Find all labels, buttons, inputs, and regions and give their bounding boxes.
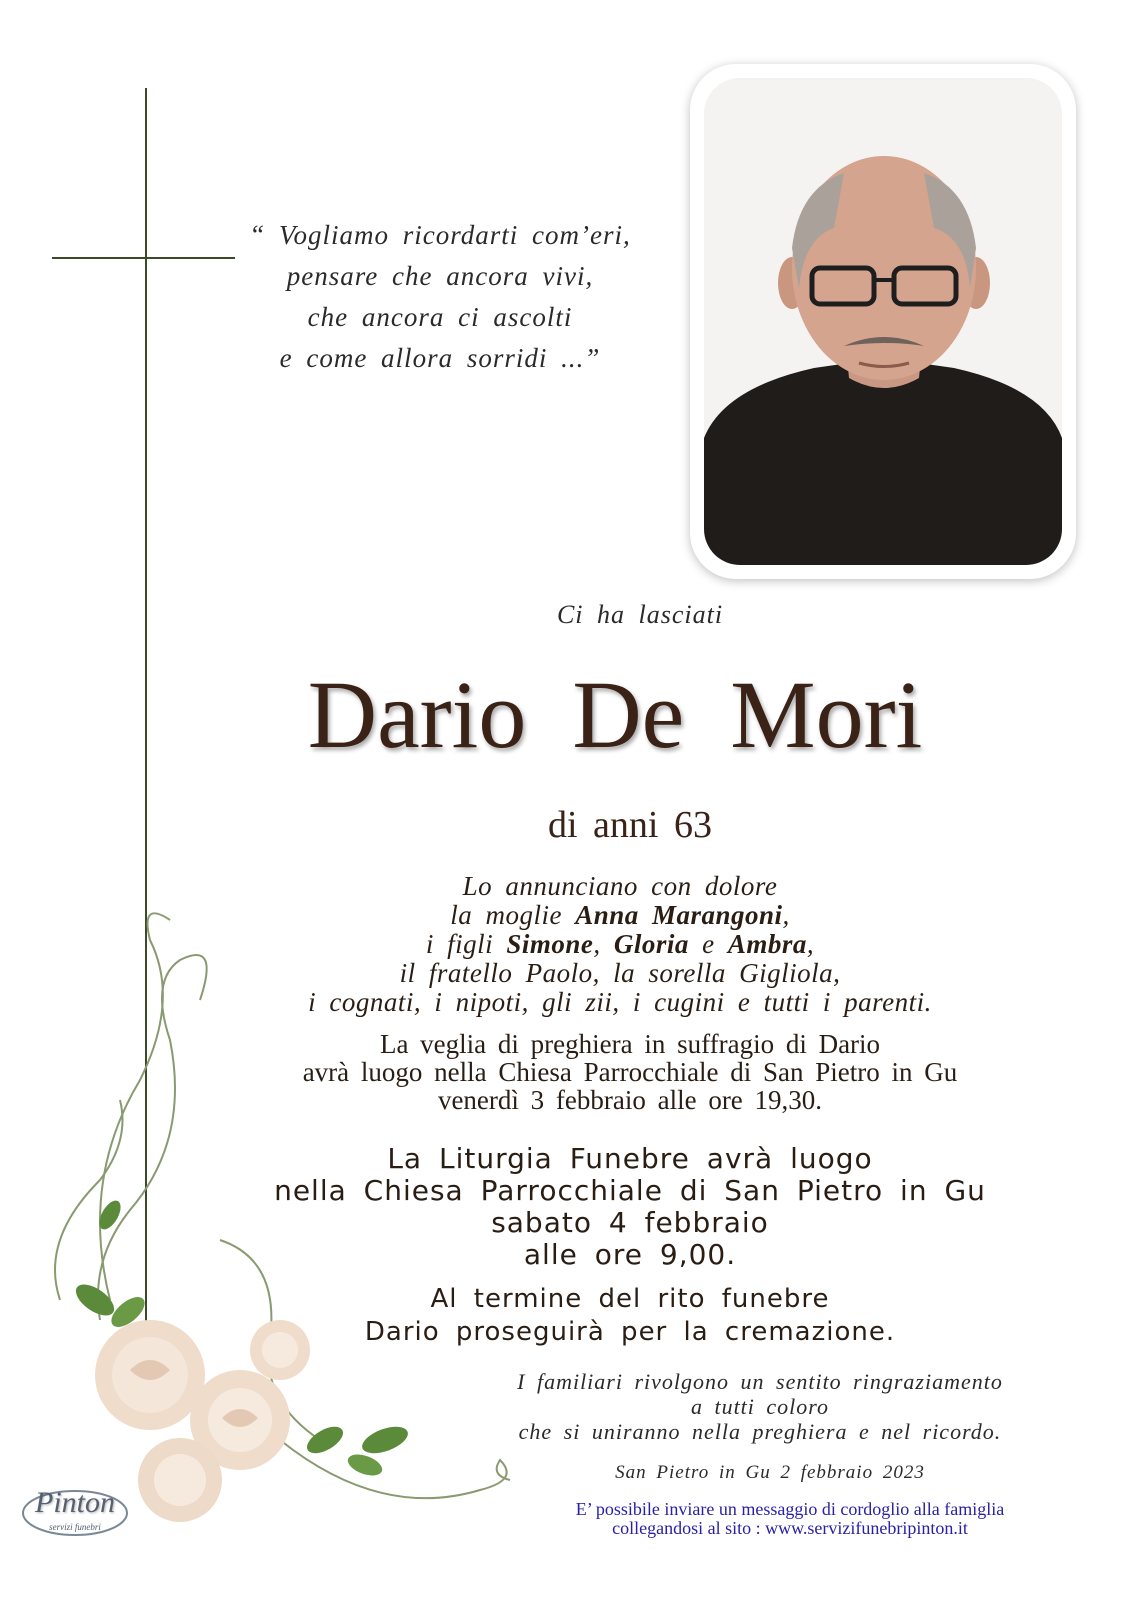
logo-subtitle: servizi funebri xyxy=(49,1522,101,1532)
quote-line: e come allora sorridi ...” xyxy=(279,343,601,373)
child-name: Gloria xyxy=(613,929,689,959)
thanks-line: I familiari rivolgono un sentito ringraziamento xyxy=(517,1369,1003,1394)
child-name: Simone xyxy=(506,929,594,959)
quote-line: che ancora ci ascolti xyxy=(307,302,573,332)
deceased-name: Dario De Mori xyxy=(307,661,923,768)
family-thanks xyxy=(460,1369,1060,1444)
liturgy-line: sabato 4 febbraio xyxy=(491,1206,769,1239)
logo-name: Pinton xyxy=(35,1486,115,1519)
cremation-line: Dario proseguirà per la cremazione. xyxy=(364,1317,896,1347)
footer-line: E’ possibile inviare un messaggio di cordoglio alla famiglia xyxy=(575,1499,1005,1519)
deceased-age: di anni 63 xyxy=(548,804,712,846)
vigil-line: avrà luogo nella Chiesa Parrocchiale di San Pietro in Gu xyxy=(302,1057,958,1087)
announce-line: Lo annunciano con dolore xyxy=(462,871,778,901)
cross-horizontal-bar xyxy=(52,257,235,259)
announce-line: i figli Simone, Gloria e Ambra, xyxy=(425,929,815,959)
thanks-line: a tutti coloro xyxy=(690,1394,830,1419)
liturgy-line: nella Chiesa Parrocchiale di San Pietro in Gu xyxy=(274,1174,986,1207)
liturgy-line: La Liturgia Funebre avrà luogo xyxy=(387,1142,873,1175)
place-date: San Pietro in Gu 2 febbraio 2023 xyxy=(615,1462,925,1483)
liturgy-line: alle ore 9,00. xyxy=(523,1238,737,1271)
cremation-line: Al termine del rito funebre xyxy=(430,1284,830,1314)
announce-line: i cognati, i nipoti, gli zii, i cugini e tutti i parenti. xyxy=(308,987,932,1017)
announce-line: il fratello Paolo, la sorella Gigliola, xyxy=(399,958,841,988)
rose-decoration-icon xyxy=(20,880,540,1560)
child-name: Ambra xyxy=(727,929,807,959)
portrait-photo-frame xyxy=(690,64,1076,579)
quote-line: “ Vogliamo ricordarti com’eri, xyxy=(249,220,631,250)
vigil-line: La veglia di preghiera in suffragio di Dario xyxy=(379,1029,881,1059)
lead-in-text: Ci ha lasciati xyxy=(556,600,724,629)
vigil-line: venerdì 3 febbraio alle ore 19,30. xyxy=(437,1085,823,1115)
wife-name: Anna Marangoni xyxy=(575,900,783,930)
memorial-quote xyxy=(240,215,640,379)
condolence-footer xyxy=(490,1500,1090,1538)
footer-line[interactable]: collegandosi al sito : www.servizifunebripinton.it xyxy=(612,1518,968,1538)
thanks-line: che si uniranno nella preghiera e nel ricordo. xyxy=(518,1419,1002,1444)
announce-line: la moglie Anna Marangoni, xyxy=(450,900,790,930)
pinton-logo xyxy=(20,1478,130,1548)
portrait-icon xyxy=(704,78,1062,565)
quote-line: pensare che ancora vivi, xyxy=(286,261,594,291)
portrait-photo xyxy=(704,78,1062,565)
